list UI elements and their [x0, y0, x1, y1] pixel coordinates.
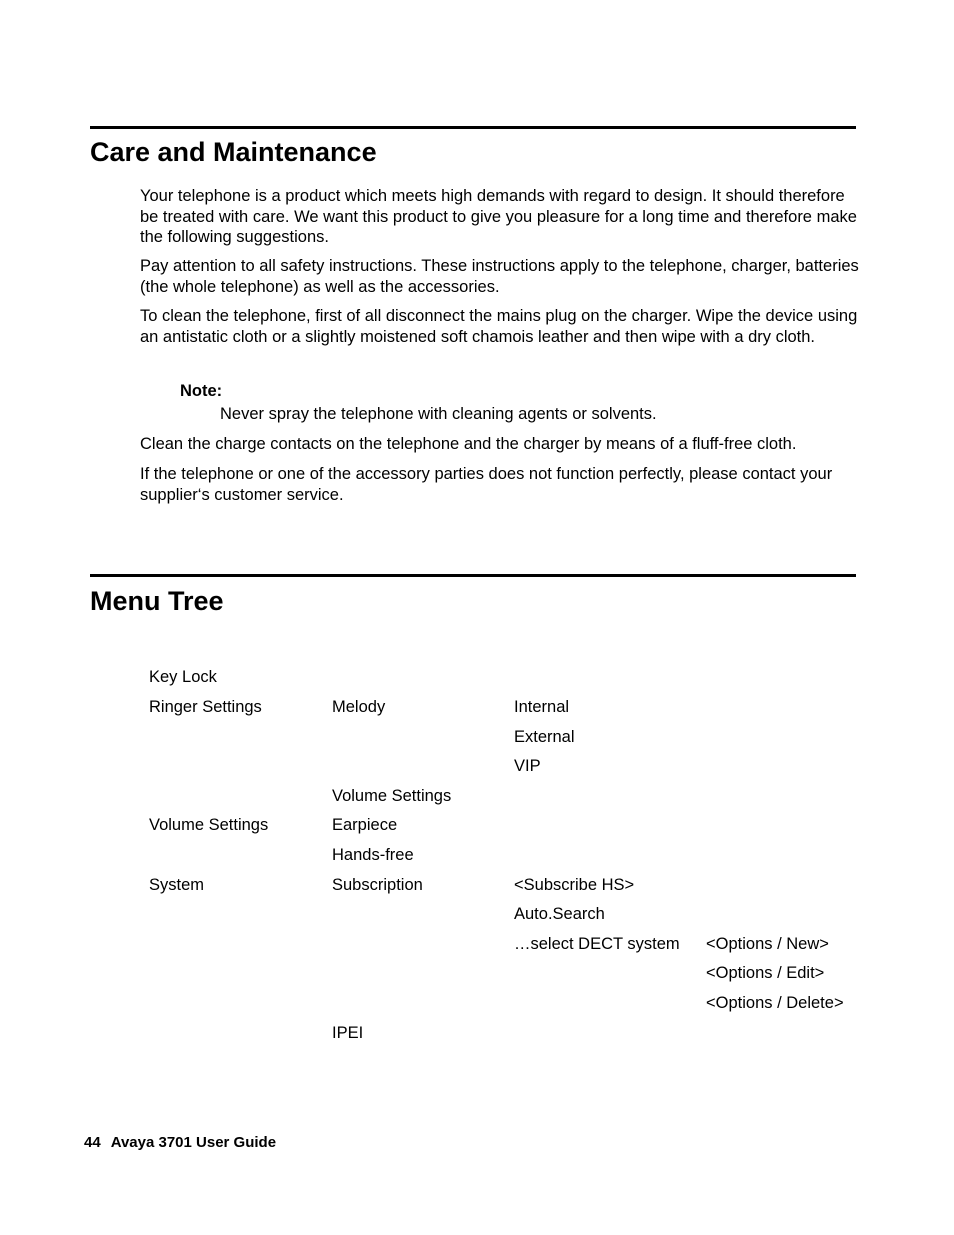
menu-item-options-edit: <Options / Edit>: [706, 964, 825, 982]
section-rule-menu-tree: [90, 574, 856, 577]
menu-item-ringer-volume-settings: Volume Settings: [332, 787, 452, 805]
menu-item-internal: Internal: [514, 698, 570, 716]
menu-item-melody: Melody: [332, 698, 386, 716]
page-number: 44: [84, 1134, 101, 1151]
heading-care-and-maintenance: Care and Maintenance: [90, 137, 377, 167]
care-paragraph-4: Clean the charge contacts on the telephone and the charger by means of a fluff-free cloth.: [140, 435, 797, 453]
care-paragraph-1: Your telephone is a product which meets high demands with regard to design. It should therefore be treated with care. We want this product to give you pleasure for a long time and therefore make the following suggestions.: [140, 187, 857, 246]
note-label: Note:: [180, 382, 223, 400]
care-paragraph-5: If the telephone or one of the accessory parties does not function perfectly, please contact your supplier‘s customer service.: [140, 465, 833, 504]
section-rule-care: [90, 126, 856, 129]
menu-item-system: System: [149, 876, 205, 894]
heading-menu-tree: Menu Tree: [90, 586, 224, 616]
menu-item-hands-free: Hands-free: [332, 846, 414, 864]
menu-item-options-delete: <Options / Delete>: [706, 994, 844, 1012]
care-paragraph-2: Pay attention to all safety instructions. These instructions apply to the telephone, charger, batteries (the whole telephone) as well as the accessories.: [140, 257, 859, 296]
menu-item-subscribe-hs: <Subscribe HS>: [514, 876, 635, 894]
menu-item-external: External: [514, 728, 575, 746]
page-footer: [84, 1133, 276, 1153]
menu-item-key-lock: Key Lock: [149, 668, 217, 686]
note-text: Never spray the telephone with cleaning agents or solvents.: [220, 405, 657, 423]
menu-item-options-new: <Options / New>: [706, 935, 829, 953]
menu-item-select-dect-system: …select DECT system: [514, 935, 680, 953]
menu-item-auto-search: Auto.Search: [514, 905, 605, 923]
menu-item-ringer-settings: Ringer Settings: [149, 698, 262, 716]
menu-item-vip: VIP: [514, 757, 541, 775]
menu-item-subscription: Subscription: [332, 876, 423, 894]
menu-item-volume-settings: Volume Settings: [149, 816, 269, 834]
care-paragraph-3: To clean the telephone, first of all disconnect the mains plug on the charger. Wipe the device using an antistatic cloth or a slightly moistened soft chamois leather and then wipe with a dry cloth.: [140, 307, 858, 346]
menu-item-ipei: IPEI: [332, 1024, 364, 1042]
menu-item-earpiece: Earpiece: [332, 816, 398, 834]
guide-title: Avaya 3701 User Guide: [110, 1134, 277, 1151]
